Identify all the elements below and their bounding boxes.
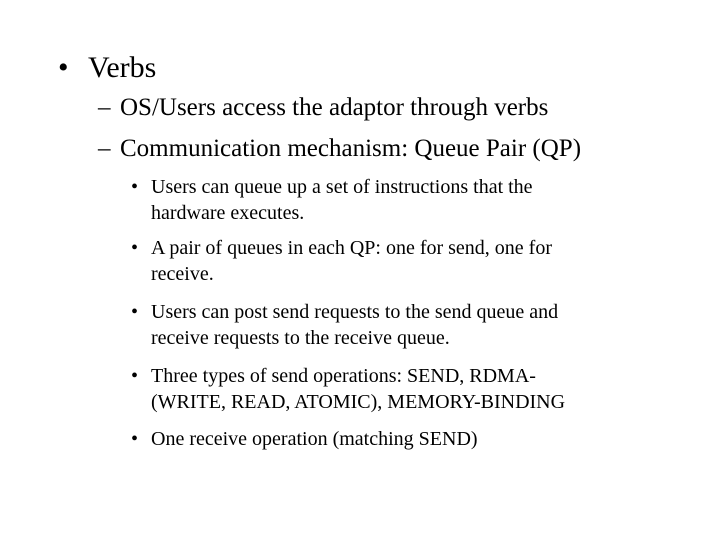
- bullet-icon: •: [131, 301, 139, 323]
- dash-icon: –: [98, 135, 111, 162]
- detail-item-queue-instructions: [131, 174, 671, 226]
- sub-item-text: OS/Users access the adaptor through verbs: [120, 94, 549, 121]
- detail-line-2: hardware executes.: [151, 202, 305, 224]
- bullet-verbs: [58, 50, 156, 86]
- bullet-icon: •: [131, 365, 139, 387]
- heading-text: Verbs: [88, 51, 157, 84]
- detail-line-1: Users can post send requests to the send queue and: [151, 301, 559, 323]
- detail-line-2: receive requests to the receive queue.: [151, 327, 450, 349]
- detail-line-1: A pair of queues in each QP: one for send, one for: [151, 237, 552, 259]
- detail-item-post-requests: [131, 299, 671, 351]
- detail-line-2: (WRITE, READ, ATOMIC), MEMORY-BINDING: [151, 391, 566, 413]
- detail-item-send-operations: [131, 363, 671, 415]
- detail-item-pair-of-queues: [131, 235, 671, 287]
- detail-item-receive-operation: [131, 426, 671, 452]
- sub-item-text: Communication mechanism: Queue Pair (QP): [120, 135, 582, 162]
- bullet-icon: •: [58, 51, 69, 84]
- bullet-icon: •: [131, 176, 139, 198]
- detail-line-2: receive.: [151, 263, 214, 285]
- detail-line-1: One receive operation (matching SEND): [151, 428, 478, 450]
- detail-line-1: Three types of send operations: SEND, RDMA-: [151, 365, 536, 387]
- bullet-icon: •: [131, 237, 139, 259]
- detail-line-1: Users can queue up a set of instructions that the: [151, 176, 533, 198]
- bullet-icon: •: [131, 428, 139, 450]
- sub-item-os-users: [98, 93, 548, 123]
- sub-item-communication: [98, 134, 581, 164]
- dash-icon: –: [98, 94, 111, 121]
